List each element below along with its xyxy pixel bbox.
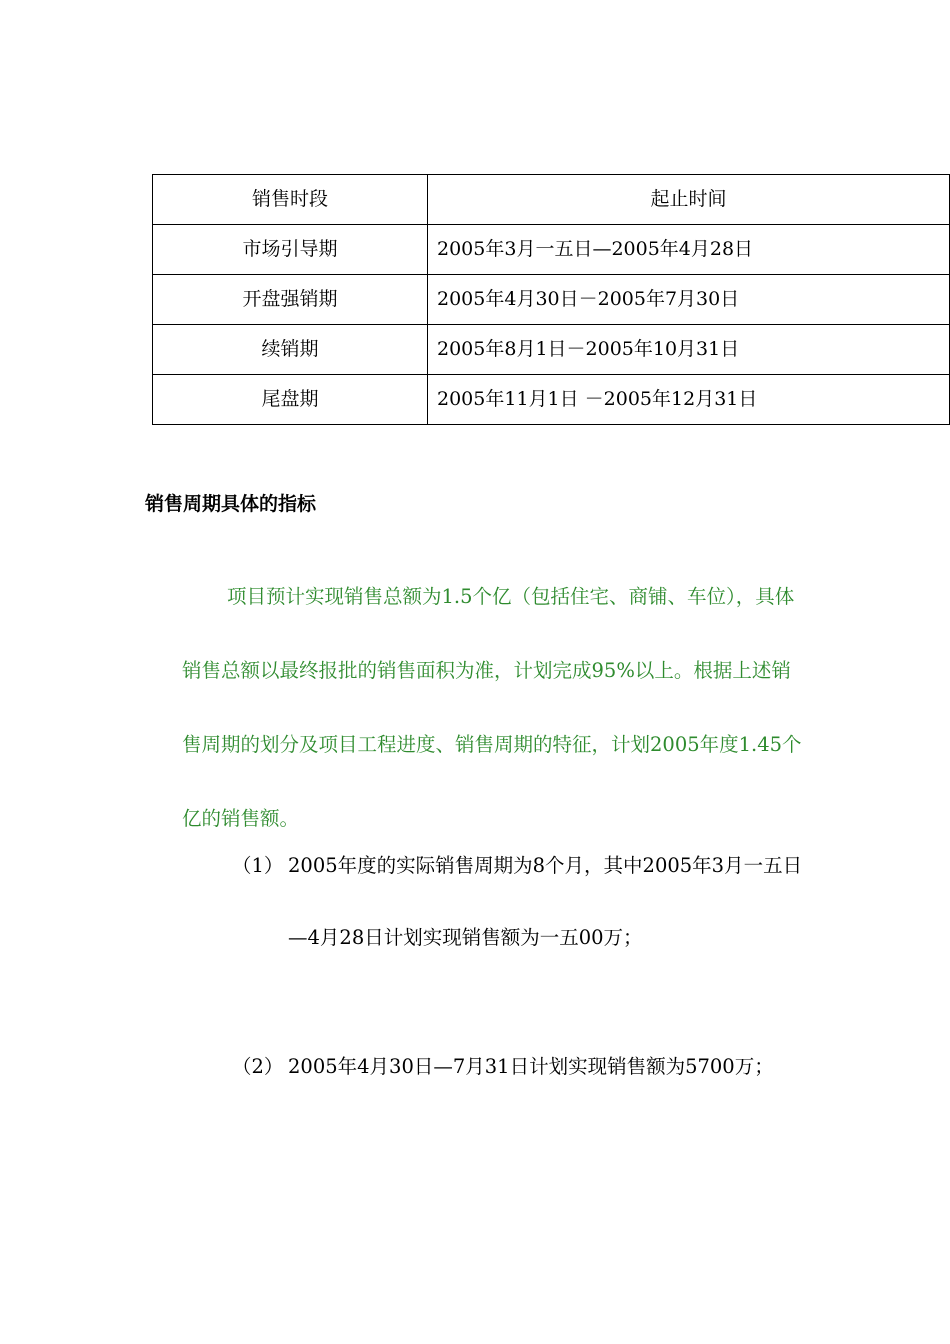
sales-period-table <box>152 174 950 425</box>
item-number: （1） <box>232 854 284 877</box>
header-range: 起止时间 <box>428 175 950 225</box>
list-item <box>232 1031 808 1103</box>
target-paragraph: 项目预计实现销售总额为1.5个亿（包括住宅、商铺、车位），具体销售总额以最终报批的销售面积为准，计划完成95%以上。根据上述销售周期的划分及项目工程进度、销售周期的特征，计划2005年度1.45个亿的销售额。 <box>182 585 802 830</box>
table-row <box>153 275 950 325</box>
row-period: 市场引导期 <box>153 225 428 275</box>
table-row <box>153 225 950 275</box>
row-period: 尾盘期 <box>153 375 428 425</box>
row-period: 开盘强销期 <box>153 275 428 325</box>
table-row <box>153 325 950 375</box>
table-header-row <box>153 175 950 225</box>
row-range: 2005年3月一五日—2005年4月28日 <box>428 225 950 275</box>
row-range: 2005年11月1日 －2005年12月31日 <box>428 375 950 425</box>
row-range: 2005年8月1日－2005年10月31日 <box>428 325 950 375</box>
item-text: 2005年度的实际销售周期为8个月，其中2005年3月一五日—4月28日计划实现销售额为一五00万； <box>288 854 803 949</box>
section-title: 销售周期具体的指标 <box>145 493 317 515</box>
table-row <box>153 375 950 425</box>
header-period: 销售时段 <box>153 175 428 225</box>
list-item <box>232 830 808 974</box>
row-range: 2005年4月30日－2005年7月30日 <box>428 275 950 325</box>
item-number: （2） <box>232 1055 284 1078</box>
row-period: 续销期 <box>153 325 428 375</box>
item-text: 2005年4月30日—7月31日计划实现销售额为5700万； <box>288 1055 774 1078</box>
